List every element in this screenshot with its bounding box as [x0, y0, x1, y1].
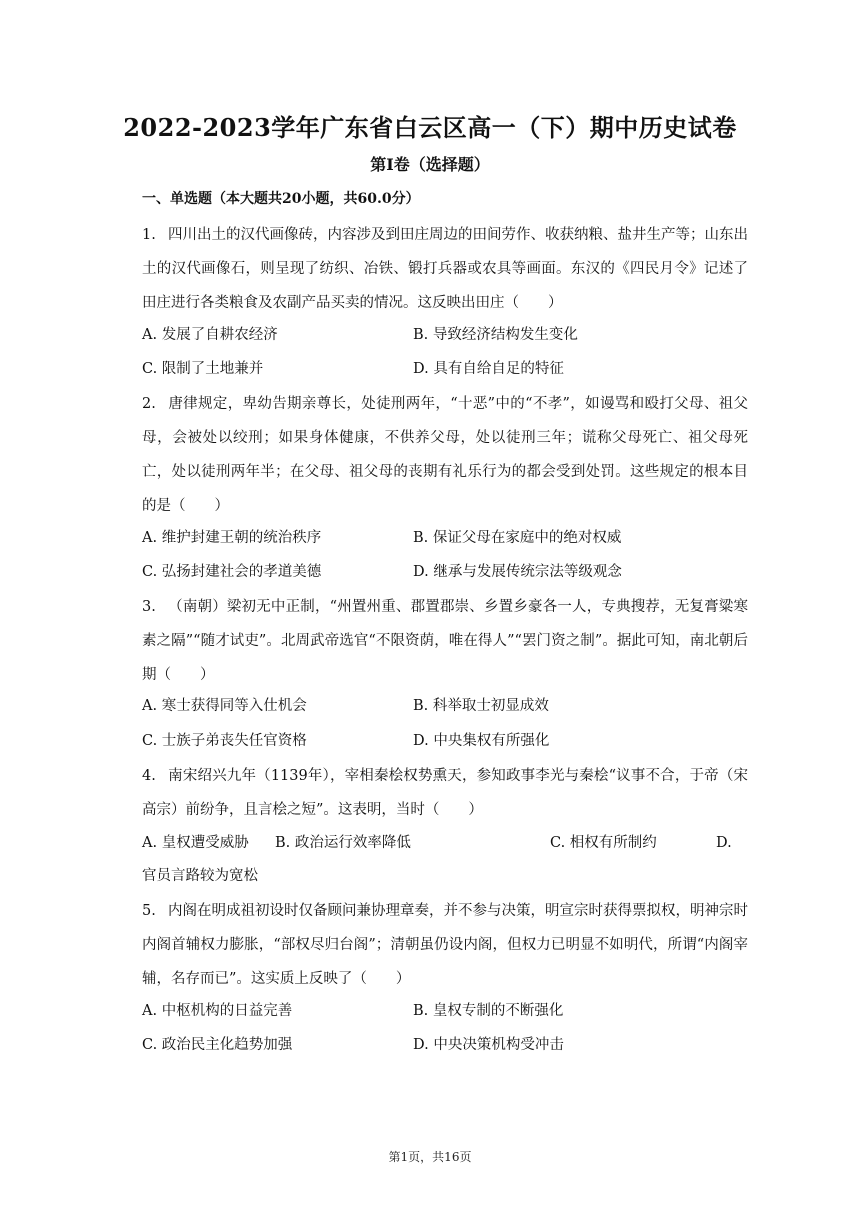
exam-title: 2022-2023学年广东省白云区高一（下）期中历史试卷 — [123, 113, 737, 142]
question-1 — [142, 218, 748, 320]
option-1c: C. 限制了土地兼并 — [142, 361, 264, 377]
question-text: 南宋绍兴九年（1139年），宰相秦桧权势熏天，参知政事李光与秦桧“议事不合，于帝（宋高宗）前纷争，且言桧之短”。这表明，当时（ ） — [142, 768, 748, 818]
page-footer: 第1页，共16页 — [388, 1150, 472, 1164]
question-3 — [142, 590, 748, 692]
option-4a: A. 皇权遭受威胁 — [142, 835, 249, 851]
question-4 — [142, 759, 748, 827]
volume-subtitle: 第I卷（选择题） — [370, 155, 490, 174]
option-4d-text: 官员言路较为宽松 — [142, 868, 258, 884]
option-3a: A. 寒士获得同等入仕机会 — [142, 698, 307, 714]
option-4b: B. 政治运行效率降低 — [275, 835, 411, 851]
question-text: 四川出土的汉代画像砖，内容涉及到田庄周边的田间劳作、收获纳粮、盐井生产等；山东出土的汉代画像石，则呈现了纺织、冶铁、锻打兵器或农具等画面。东汉的《四民月令》记述了田庄进行各类粮食及农副产品买卖的情况。这反映出田庄（ ） — [142, 227, 748, 311]
option-1b: B. 导致经济结构发生变化 — [413, 327, 578, 343]
question-text: 内阁在明成祖初设时仅备顾问兼协理章奏，并不参与决策，明宣宗时获得票拟权，明神宗时内阁首辅权力膨胀，“部权尽归台阁”；清朝虽仍设内阁，但权力已明显不如明代，所谓“内阁宰辅，名存而已”。这实质上反映了（ ） — [142, 903, 748, 987]
option-5b: B. 皇权专制的不断强化 — [413, 1003, 564, 1019]
question-number: 2. — [142, 396, 156, 412]
option-4d-label: D. — [716, 835, 732, 851]
option-3c: C. 士族子弟丧失任官资格 — [142, 733, 307, 749]
option-4c: C. 相权有所制约 — [550, 835, 657, 851]
option-3b: B. 科举取士初显成效 — [413, 698, 549, 714]
section-heading: 一、单选题（本大题共20小题，共60.0分） — [142, 191, 420, 207]
question-number: 4. — [142, 768, 156, 784]
question-number: 3. — [142, 599, 156, 615]
question-2 — [142, 387, 748, 523]
question-number: 5. — [142, 903, 156, 919]
option-5a: A. 中枢机构的日益完善 — [142, 1003, 293, 1019]
option-2a: A. 维护封建王朝的统治秩序 — [142, 530, 322, 546]
option-2b: B. 保证父母在家庭中的绝对权威 — [413, 530, 622, 546]
question-5 — [142, 894, 748, 996]
option-1d: D. 具有自给自足的特征 — [413, 361, 564, 377]
option-2c: C. 弘扬封建社会的孝道美德 — [142, 564, 322, 580]
option-2d: D. 继承与发展传统宗法等级观念 — [413, 564, 622, 580]
option-5c: C. 政治民主化趋势加强 — [142, 1037, 293, 1053]
question-number: 1. — [142, 227, 156, 243]
question-text: （南朝）梁初无中正制，“州置州重、郡置郡崇、乡置乡豪各一人，专典搜荐，无复膏粱寒素之隔”“随才试吏”。北周武帝选官“不限资荫，唯在得人”“罢门资之制”。据此可知，南北朝后期（ ） — [142, 599, 748, 683]
option-1a: A. 发展了自耕农经济 — [142, 327, 278, 343]
option-5d: D. 中央决策机构受冲击 — [413, 1037, 564, 1053]
option-3d: D. 中央集权有所强化 — [413, 733, 550, 749]
question-text: 唐律规定，卑幼告期亲尊长，处徒刑两年，“十恶”中的“不孝”，如谩骂和殴打父母、祖父母，会被处以绞刑；如果身体健康，不供养父母，处以徒刑三年；谎称父母死亡、祖父母死亡，处以徒刑两年半；在父母、祖父母的丧期有礼乐行为的都会受到处罚。这些规定的根本目的是（ ） — [142, 396, 748, 514]
